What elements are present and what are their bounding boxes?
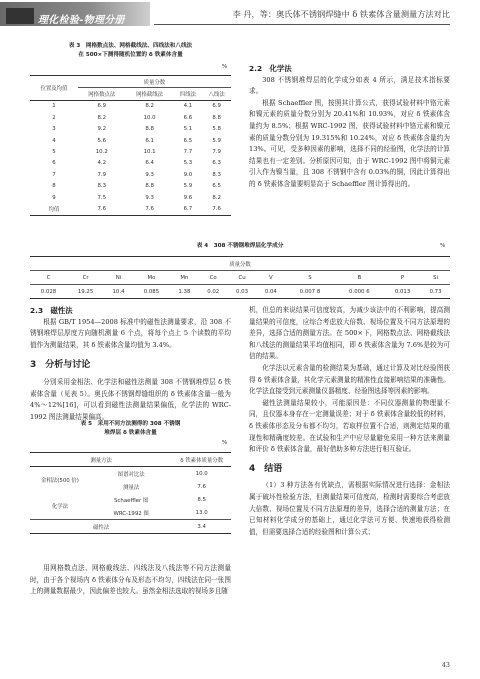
table3-cell: 6.6 bbox=[183, 114, 193, 121]
table4-element: Co bbox=[199, 271, 228, 285]
table3-cell: 2 bbox=[52, 114, 56, 121]
table-row bbox=[30, 135, 231, 146]
table3-col-group: 质量分数 bbox=[78, 76, 231, 88]
table4-element: C bbox=[30, 271, 67, 285]
table3-cell: 6.4 bbox=[145, 160, 154, 167]
table5-col-method: 测量方法 bbox=[30, 453, 172, 467]
table-row bbox=[30, 467, 231, 481]
table4-element: Mo bbox=[133, 271, 170, 285]
table3-cell: 7.9 bbox=[97, 171, 107, 178]
journal-logo bbox=[0, 2, 150, 26]
table4-element: P bbox=[384, 271, 421, 285]
table3-cell: 6.7 bbox=[174, 203, 203, 215]
table-row bbox=[30, 493, 231, 506]
header-rule bbox=[154, 24, 450, 25]
table5 bbox=[30, 452, 231, 534]
table3-cell: 5.1 bbox=[183, 126, 193, 133]
table-row bbox=[30, 203, 231, 215]
table5-method: 测量法 bbox=[123, 484, 140, 491]
table4-value: 10.4 bbox=[104, 285, 133, 299]
right-para1: 机，但总的来说结果可信度较高，为减少该法中的不利影响，提高测量结果的可信度，应综合考虑放大倍数、视场位置及不同方法原理的差异，选择合适的测量方法。在 500×下，网格数点法、网格截线法和八线法的测量结果平均值相同，即 δ 铁素体含量为 7.6%是较为可信的结果。 bbox=[249, 306, 450, 361]
section-3-para: 分别采用金相法、化学法和磁性法测量 308 不锈钢堆焊层 δ 铁素体含量（见表 5）。奥氏体不锈钢焊缝组织的 δ 铁素体含量一般为 4%～12%[16]，可以看到磁性法测量结果偏低，化学法的 WRC-1992 图法测量结果偏高。 bbox=[30, 377, 231, 421]
table5-method: 图谱对比法 bbox=[117, 471, 145, 478]
table3-cell: 8.2 bbox=[212, 194, 221, 201]
table4-caption: 表 4 308 不锈钢堆焊层化学成分 bbox=[196, 243, 284, 249]
table3-cell: 4 bbox=[52, 137, 56, 144]
table5-value: 10.0 bbox=[195, 470, 208, 477]
table3-cell: 5 bbox=[52, 149, 56, 156]
left-bottom-para: 用网格数点法、网格截线法、四线法及八线法等不同方法测量时，由于各个视场内 δ 铁素体分布及形态不均匀，四线法在同一张图上的测量数据最少，因此偏差也较大。虽然金相法选取的视场多且随 bbox=[30, 564, 231, 596]
table3-cell: 5.9 bbox=[183, 183, 193, 190]
section-2-2-para2: 根据 Schaeffler 图，按照其计算公式，获得试验材料中铬元素和镍元素的质量分数分别为 20.41%和 10.93%，对应 δ 铁素体含量约为 8.5%；根据 WRC-1992 图，获得试验材料中铬元素和镍元素的质量分数分别为 19.315%和 10.24%，对应 δ 铁素体含量约为 13%。可见，受多种因素的影响，选择不同的经验图，化学法的计算结果也有一定差别。分析原因可知，由于 WRC-1992 图中将铜元素引入作为镍当量，且 308 不锈钢中含有 0.03%的铜，因此计算得出的 δ 铁素体含量要明显高于 Schaeffler 图计算得出的。 bbox=[249, 98, 450, 188]
table4 bbox=[30, 256, 450, 299]
table3-cell: 8.2 bbox=[97, 114, 107, 121]
table3-cell: 1 bbox=[30, 100, 78, 112]
table3-cell: 8 bbox=[52, 183, 56, 190]
table3-col-header: 八线法 bbox=[202, 88, 231, 100]
table3-cell: 7 bbox=[52, 171, 56, 178]
table3-caption bbox=[30, 42, 231, 60]
table3-cell: 8.8 bbox=[145, 183, 154, 190]
table4-element: Si bbox=[421, 271, 450, 285]
table4-value: 19.25 bbox=[67, 285, 104, 299]
table-row bbox=[30, 100, 231, 112]
table4-value: 0.04 bbox=[256, 285, 285, 299]
table4-group-header: 质量分数 bbox=[30, 257, 450, 271]
section-2-3-para: 根据 GB/T 1954—2008 标准中的磁性法测量要求，沿 308 不锈钢堆焊层厚度方向随机测量 6 个点，将每个点上 5 个读数的平均值作为测量结果，其 δ 铁素体含量均值为 3.4%。 bbox=[30, 317, 231, 349]
table-row bbox=[30, 169, 231, 180]
section-2-2-para1: 308 不锈钢堆焊层的化学成分如表 4 所示，满足技术指标要求。 bbox=[249, 75, 450, 96]
table3-cell: 8.8 bbox=[212, 114, 221, 121]
table5-col-value: δ 铁素体质量分数 bbox=[172, 453, 231, 467]
right-para3: 磁性法测量结果较小，可能原因是：不同仪器测量的物理量不同，且仪器本身存在一定测量误差；对于 δ 铁素体含量较低的材料，δ 铁素体形态及分布都不均匀，若取样位置不合适，则测定结果的重现性和精确度较差。在试验和生产中应尽量避免采用一种方法来测量和评价 δ 铁素体含量，最好借助多种方法进行相互验证。 bbox=[249, 398, 450, 454]
left-bottom-text bbox=[30, 563, 231, 598]
table3-caption-line1: 表 3 网格数点法、网格截线法、四线法和八线法 bbox=[68, 43, 193, 49]
table3-cell: 5.9 bbox=[212, 137, 221, 144]
table3-cell: 7.6 bbox=[78, 203, 126, 215]
table3-cell: 5.6 bbox=[97, 137, 107, 144]
table4-value: 0.000 6 bbox=[335, 285, 384, 299]
table3-cell: 8.2 bbox=[126, 100, 174, 112]
table3-col-header: 网格截线法 bbox=[126, 88, 174, 100]
table3-cell: 5.3 bbox=[183, 160, 193, 167]
section-4-title: 4 结语 bbox=[249, 463, 283, 474]
table4-value: 0.013 bbox=[384, 285, 421, 299]
table-row bbox=[30, 192, 231, 203]
section-3-title: 3 分析与讨论 bbox=[30, 360, 91, 371]
table4-element: Ni bbox=[104, 271, 133, 285]
table4-element: S bbox=[285, 271, 334, 285]
table5-unit: % bbox=[222, 440, 228, 446]
table4-unit: % bbox=[440, 243, 446, 249]
table-row bbox=[30, 112, 231, 123]
table3-cell: 9.3 bbox=[145, 171, 154, 178]
table4-value: 0.73 bbox=[421, 285, 450, 299]
table4-value: 0.028 bbox=[30, 285, 67, 299]
table4-value: 0.007 8 bbox=[285, 285, 334, 299]
right-column-text bbox=[249, 305, 450, 538]
table3-cell: 4.1 bbox=[174, 100, 203, 112]
table3-cell: 7.6 bbox=[126, 203, 174, 215]
table3-cell: 6.3 bbox=[212, 160, 221, 167]
table-row bbox=[30, 146, 231, 157]
table3-cell: 8.3 bbox=[97, 183, 107, 190]
table3 bbox=[30, 75, 231, 216]
table3-cell: 6.9 bbox=[78, 100, 126, 112]
table4-element: B bbox=[335, 271, 384, 285]
table4-value: 0.085 bbox=[133, 285, 170, 299]
page-number: 43 bbox=[441, 661, 450, 669]
table5-method: WRC-1992 图 bbox=[113, 510, 149, 517]
table3-cell: 10.2 bbox=[95, 149, 108, 156]
table-row bbox=[30, 124, 231, 135]
table3-cell: 6.5 bbox=[183, 137, 193, 144]
table3-cell: 8.3 bbox=[212, 171, 221, 178]
section-2-2-title: 2.2 化学法 bbox=[249, 64, 292, 73]
running-head: 李 丹，等：奥氏体不锈钢焊缝中 δ 铁素体含量测量方法对比 bbox=[232, 9, 450, 19]
table3-cell: 9.6 bbox=[183, 194, 193, 201]
table3-cell: 7.6 bbox=[202, 203, 231, 215]
right-para4: （1）3 种方法各有优缺点，需根据实际情况进行选择：金相法属于破坏性检验方法，但测量结果可信度高，检测时需要综合考虑放大倍数、视场位置及不同方法原理的差异，选择合适的测量方法；在已知材料化学成分的基础上，通过化学法可方便、快速地获得检测值，但需要选择合适的经验图和计算公式； bbox=[249, 481, 450, 536]
table3-col-header: 网格数点法 bbox=[78, 88, 126, 100]
table5-value: 13.0 bbox=[195, 509, 208, 516]
table3-cell: 9 bbox=[52, 194, 56, 201]
table5-value: 3.4 bbox=[172, 520, 231, 534]
logo-text: 理化检验-物理分册 bbox=[38, 15, 125, 26]
table3-cell: 7.5 bbox=[97, 194, 107, 201]
table3-cell: 8.8 bbox=[145, 126, 154, 133]
section-2-3-title: 2.3 磁性法 bbox=[30, 306, 73, 315]
table3-cell: 6.9 bbox=[202, 100, 231, 112]
table5-method: Schaeffler 图 bbox=[114, 497, 149, 504]
table3-cell: 7.9 bbox=[212, 149, 221, 156]
table3-cell: 9.0 bbox=[183, 171, 193, 178]
table-row bbox=[30, 158, 231, 169]
table3-cell: 6.5 bbox=[212, 183, 221, 190]
table3-cell: 7.7 bbox=[183, 149, 193, 156]
table4-value: 0.03 bbox=[228, 285, 257, 299]
page-header bbox=[0, 0, 480, 30]
table5-value: 7.6 bbox=[197, 483, 206, 490]
table3-cell: 5.8 bbox=[212, 126, 221, 133]
table3-caption-line2: 在 500×下测得随机位置的 δ 铁素体含量 bbox=[78, 52, 183, 58]
table5-caption-line1: 表 5 采用不同方法测得的 308 不锈钢 bbox=[80, 421, 181, 427]
table3-cell: 9.2 bbox=[97, 126, 107, 133]
table5-caption bbox=[30, 420, 231, 438]
table5-caption-line2: 堆焊层 δ 铁素体含量 bbox=[104, 430, 157, 436]
table-row bbox=[30, 520, 231, 534]
left-column-text bbox=[30, 305, 231, 423]
table3-cell: 6 bbox=[52, 160, 56, 167]
table3-cell: 9.3 bbox=[145, 194, 154, 201]
table5-group: 金相法(500 倍) bbox=[41, 478, 79, 484]
table5-group: 磁性法 bbox=[30, 520, 172, 534]
table4-element: Cu bbox=[228, 271, 257, 285]
table3-cell: 4.2 bbox=[97, 160, 107, 167]
table3-cell: 10.0 bbox=[143, 114, 156, 121]
right-para2: 化学法以元素含量的检测结果为基础，通过计算及对比经验图获得 δ 铁素体含量，其化学元素测量的精准性直接影响结果的准确性。化学法直接受到元素测量仪器精度、经验图选择等因素的影响。 bbox=[249, 363, 450, 396]
table3-cell: 6.1 bbox=[145, 137, 154, 144]
table3-col-header: 四线法 bbox=[174, 88, 203, 100]
section-2-2 bbox=[249, 63, 450, 191]
table5-group: 化学法 bbox=[51, 504, 69, 510]
table4-element: V bbox=[256, 271, 285, 285]
table4-element: Cr bbox=[67, 271, 104, 285]
table3-cell: 10.1 bbox=[143, 149, 156, 156]
table3-cell: 均值 bbox=[30, 203, 78, 215]
table4-value: 1.38 bbox=[170, 285, 199, 299]
table5-value: 8.5 bbox=[197, 496, 206, 503]
table4-value: 0.02 bbox=[199, 285, 228, 299]
table3-cell: 3 bbox=[52, 126, 56, 133]
table3-unit: % bbox=[222, 64, 228, 70]
table3-col-position: 位置及均值 bbox=[30, 76, 78, 101]
table4-element: Mn bbox=[170, 271, 199, 285]
table-row bbox=[30, 181, 231, 192]
logo-mark bbox=[6, 8, 34, 24]
